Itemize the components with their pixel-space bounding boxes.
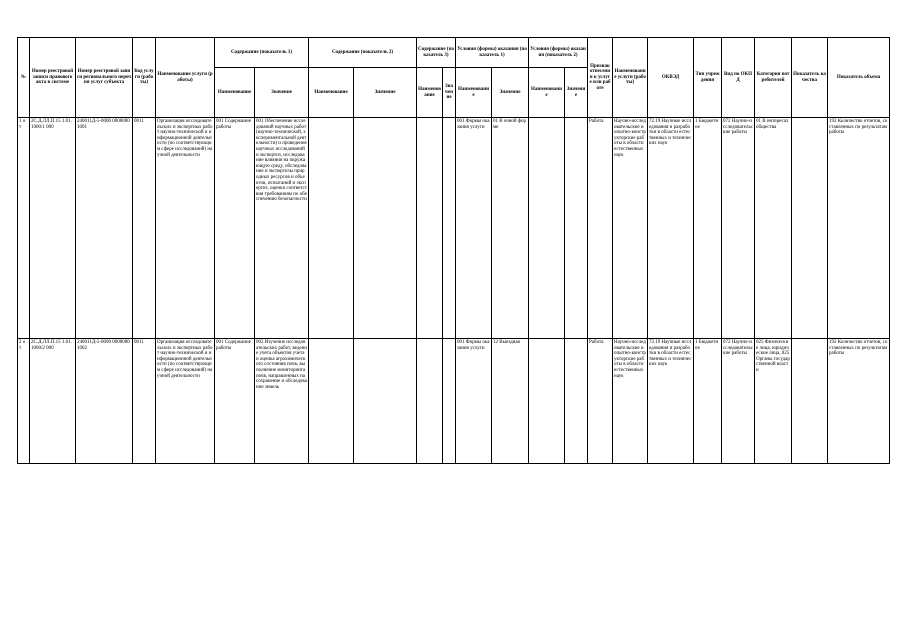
cell-category: 025 Физические лица, юридические лица, 025 Органы государственной власти [755,339,792,464]
cell-cond1-name: 001 Формы оказания услуги [456,118,492,339]
header-row-1 [18,38,890,68]
cell-c2-name [309,339,354,464]
header-okpd: Вид по ОКПД [722,38,755,118]
cell-category: 01 В интересах общества [755,118,792,339]
header-reg-number-subject: Номер реестровой записи регионального перечня услуг субъекта [76,38,133,118]
cell-c2-value [354,339,417,464]
registry-table [17,37,890,464]
cell-c2-name [309,118,354,339]
cell-service-code: 0011 [133,118,156,339]
cell-type: 1 Бюджетное [694,118,722,339]
header-cond2: Условия (формы) оказания (показатель 2) [529,38,588,68]
cell-cond2-name [529,118,565,339]
table-row [18,118,890,339]
header-content3: Содержание (показатель 3) [417,38,456,68]
header-c3-name: Наименование [417,68,443,118]
header-c2-value: Значение [354,68,417,118]
cell-c1-name: 001 Содержание работы [215,118,255,339]
cell-okpd: 072 Научно-исследовательские работы [722,118,755,339]
header-cond1-value: Значение [492,68,529,118]
cell-service-code: 0011 [133,339,156,464]
header-quality: Показатель качества [792,38,828,118]
cell-reg-number-subject: 240011Д-5-0000 00000001001 [76,118,133,339]
header-content1: Содержание (показатель 1) [215,38,309,68]
header-c1-value: Значение [255,68,309,118]
cell-cond1-name: 001 Формы оказания услуги [456,339,492,464]
cell-volume: 192 Количество отчетов, составленных по результатам работы [828,118,890,339]
cell-c3-name [417,118,443,339]
cell-reg-number-subject: 240011Д-5-0000 00000001002 [76,339,133,464]
cell-okved: 72.19 Научные исследования и разработки в области естественных и технических наук [648,118,694,339]
cell-sign: Работа [588,118,613,339]
cell-okpd: 072 Научно-исследовательские работы [722,339,755,464]
cell-c2-value [354,118,417,339]
cell-num: 2 о т [18,339,30,464]
header-cond2-value: Значение [565,68,588,118]
cell-type: 1 Бюджетное [694,339,722,464]
header-reg-number: Номер реестровой записи правового акта в системе [30,38,76,118]
cell-num: 1 о т [18,118,30,339]
header-volume: Показатель объема [828,38,890,118]
cell-cond1-value: 01 В очной форме [492,118,529,339]
cell-volume: 192 Количество отчетов, составленных по результатам работы [828,339,890,464]
cell-cond2-value [565,118,588,339]
cell-cond1-value: 12 Выездная [492,339,529,464]
cell-c3-name [417,339,443,464]
cell-reg-number: 2С.Д.ЛЛ.П.15 1.01.1000/2 000 [30,339,76,464]
cell-c1-value: 001 Обеспечение исследований научных работ (научно-технической, экспериментальной деятельности) и проведение научных исследований и экспертиз, исследование влияния на окружающую среду, обследование и экспертизы природных ресурсов и объектов, испытаний и экспертиз, оценки соответствия требованиям по обеспечению безопасности [255,118,309,339]
header-category: Категория потребителей [755,38,792,118]
cell-c1-value: 002 Изучение исследовательских работ, ведение учета объектов учета и оценка агрохимического состояния почв, выполнение мониторинга почв, направленных на сохранение и обследование земель [255,339,309,464]
cell-c1-name: 001 Содержание работы [215,339,255,464]
cell-cond2-name [529,339,565,464]
cell-service-name: Организация исследовательских и экспертных работ научно-технической и информационной деятельности (по соответствующим сфере исследований) научной деятельности [156,339,215,464]
cell-quality [792,339,828,464]
header-service-code: Код услуги (работы) [133,38,156,118]
header-okved: ОКВЭД [648,38,694,118]
cell-activity: Научно-исследовательские и опытно-конструкторские работы в области естественных наук [613,339,648,464]
cell-quality [792,118,828,339]
cell-c3-value [443,118,456,339]
header-content2: Содержание (показатель 2) [309,38,417,68]
header-type: Тип учреждения [694,38,722,118]
header-service-name: Наименование услуги (работы) [156,38,215,118]
header-cond1-name: Наименование [456,68,492,118]
header-num: № [18,38,30,118]
header-c1-name: Наименование [215,68,255,118]
header-cond1: Условия (формы) оказания (показатель 1) [456,38,529,68]
cell-activity: Научно-исследовательские и опытно-конструкторские работы в области естественных наук [613,118,648,339]
header-activity: Наименование услуги (работы) [613,38,648,118]
cell-cond2-value [565,339,588,464]
header-c3-value: Значение [443,68,456,118]
cell-okved: 72.19 Научные исследования и разработки в области естественных и технических наук [648,339,694,464]
cell-sign: Работа [588,339,613,464]
header-sign: Признак отнесения к услуге или работе [588,38,613,118]
cell-reg-number: 2С.Д.ЛЛ.П.15 1.01.1000/1 000 [30,118,76,339]
cell-service-name: Организация исследовательских и экспертных работ научно-технической и информационной деятельности (по соответствующим сфере исследований) научной деятельности [156,118,215,339]
header-cond2-name: Наименование [529,68,565,118]
table-row [18,339,890,464]
header-c2-name: Наименование [309,68,354,118]
cell-c3-value [443,339,456,464]
